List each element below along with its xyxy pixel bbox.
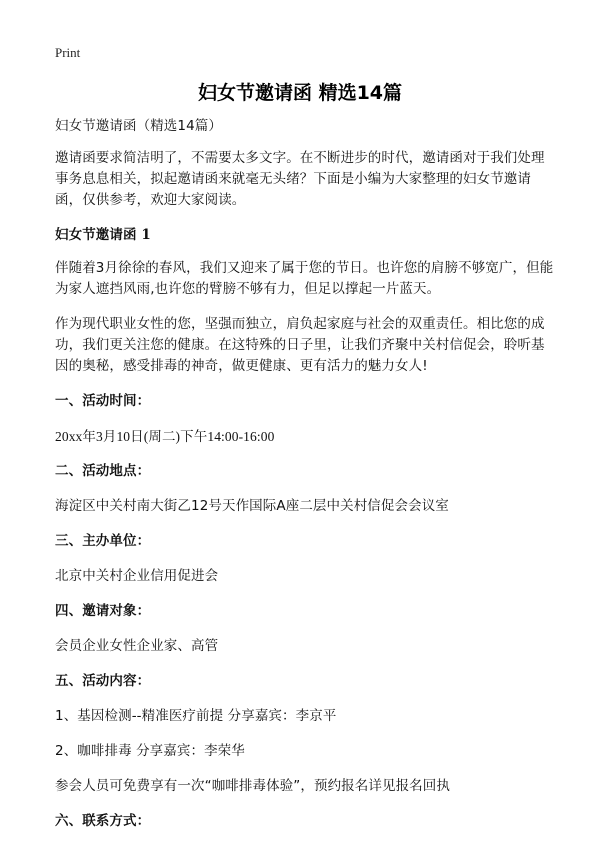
- content-note: 参会人员可免费享有一次“咖啡排毒体验”，预约报名详见报名回执: [55, 778, 450, 794]
- document-body: [55, 116, 555, 846]
- document-title: 妇女节邀请函 精选14篇: [197, 82, 403, 104]
- organizer-heading: 三、主办单位：: [55, 533, 151, 549]
- time-value: 20xx年3月10日(周二)下午14:00-16:00: [55, 429, 275, 444]
- body-paragraph: 伴随着3月徐徐的春风，我们又迎来了属于您的节日。也许您的肩膀不够宽广，但能为家人遮挡风雨,也许您的臂膀不够有力，但足以撑起一片蓝天。: [55, 260, 554, 297]
- time-heading: 一、活动时间：: [55, 393, 151, 409]
- organizer-value: 北京中关村企业信用促进会: [55, 568, 219, 584]
- invitees-value: 会员企业女性企业家、高管: [55, 638, 219, 654]
- letter-heading: 妇女节邀请函 1: [55, 227, 151, 243]
- print-link[interactable]: Print: [55, 45, 81, 60]
- content-heading: 五、活动内容：: [55, 673, 151, 689]
- place-heading: 二、活动地点：: [55, 463, 151, 479]
- document-subtitle: 妇女节邀请函（精选14篇）: [55, 118, 222, 134]
- place-value: 海淀区中关村南大街乙12号天作国际A座二层中关村信促会会议室: [55, 498, 449, 514]
- body-paragraph: 作为现代职业女性的您，坚强而独立，肩负起家庭与社会的双重责任。相比您的成功，我们更关注您的健康。在这特殊的日子里，让我们齐聚中关村信促会，聆听基因的奥秘，感受排毒的神奇，做更健康、更有活力的魅力女人!: [55, 316, 545, 374]
- contact-heading: 六、联系方式：: [55, 813, 151, 829]
- intro-paragraph: 邀请函要求简洁明了，不需要太多文字。在不断进步的时代，邀请函对于我们处理事务息息相关，拟起邀请函来就毫无头绪？下面是小编为大家整理的妇女节邀请函，仅供参考，欢迎大家阅读。: [55, 150, 545, 208]
- invitees-heading: 四、邀请对象：: [55, 603, 151, 619]
- content-item: 2、咖啡排毒 分享嘉宾：李荣华: [55, 743, 245, 759]
- content-item: 1、基因检测--精准医疗前提 分享嘉宾：李京平: [55, 708, 337, 724]
